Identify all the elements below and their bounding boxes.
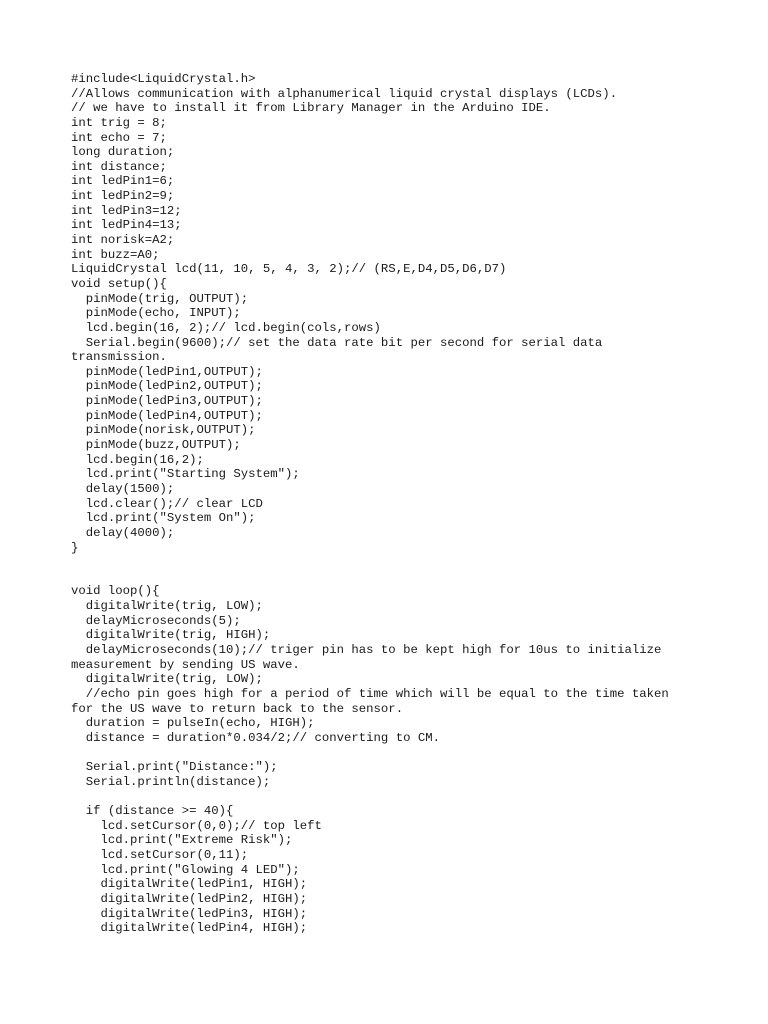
code-line: lcd.begin(16,2); <box>71 452 204 467</box>
code-line: LiquidCrystal lcd(11, 10, 5, 4, 3, 2);// (RS,E,D4,D5,D6,D7) <box>71 262 507 277</box>
code-line: lcd.print("System On"); <box>71 511 256 526</box>
code-line: for the US wave to return back to the sensor. <box>71 701 404 716</box>
code-line: int ledPin1=6; <box>71 174 175 189</box>
code-line: void setup(){ <box>71 276 167 291</box>
code-line: int ledPin2=9; <box>71 189 175 204</box>
code-line: pinMode(ledPin3,OUTPUT); <box>71 394 263 409</box>
code-line: //echo pin goes high for a period of time which will be equal to the time taken <box>71 686 669 701</box>
code-line <box>71 555 711 570</box>
code-line: transmission. <box>71 350 167 365</box>
code-line: Serial.print("Distance:"); <box>71 760 278 775</box>
code-line: pinMode(norisk,OUTPUT); <box>71 423 256 438</box>
code-line: pinMode(buzz,OUTPUT); <box>71 438 241 453</box>
code-line: Serial.println(distance); <box>71 774 271 789</box>
code-line: Serial.begin(9600);// set the data rate bit per second for serial data <box>71 335 603 350</box>
code-line: duration = pulseIn(echo, HIGH); <box>71 716 315 731</box>
code-line: lcd.print("Starting System"); <box>71 467 300 482</box>
code-line <box>71 570 711 585</box>
code-line: pinMode(echo, INPUT); <box>71 306 241 321</box>
code-line: #include<LiquidCrystal.h> <box>71 72 256 86</box>
code-line: measurement by sending US wave. <box>71 657 300 672</box>
code-line: distance = duration*0.034/2;// converting to CM. <box>71 730 440 745</box>
code-line: int buzz=A0; <box>71 247 160 262</box>
code-line: digitalWrite(ledPin2, HIGH); <box>71 891 308 906</box>
code-line: lcd.print("Extreme Risk"); <box>71 833 293 848</box>
code-line: int ledPin3=12; <box>71 203 182 218</box>
code-line: digitalWrite(trig, HIGH); <box>71 628 271 643</box>
code-line: int ledPin4=13; <box>71 218 182 233</box>
code-listing <box>71 72 711 936</box>
code-line: digitalWrite(trig, LOW); <box>71 599 263 614</box>
code-line: int distance; <box>71 159 167 174</box>
code-line: digitalWrite(ledPin1, HIGH); <box>71 877 308 892</box>
code-line: digitalWrite(ledPin3, HIGH); <box>71 906 308 921</box>
code-line: if (distance >= 40){ <box>71 804 234 819</box>
code-line: digitalWrite(ledPin4, HIGH); <box>71 921 308 936</box>
code-line: pinMode(trig, OUTPUT); <box>71 291 249 306</box>
code-line <box>71 789 711 804</box>
code-line: digitalWrite(trig, LOW); <box>71 672 263 687</box>
code-line: int norisk=A2; <box>71 233 175 248</box>
code-line: //Allows communication with alphanumerical liquid crystal displays (LCDs). <box>71 86 618 101</box>
code-line: lcd.print("Glowing 4 LED"); <box>71 862 300 877</box>
code-line: int echo = 7; <box>71 130 167 145</box>
code-line: } <box>71 540 79 555</box>
code-line: int trig = 8; <box>71 115 167 130</box>
code-line: lcd.clear();// clear LCD <box>71 496 263 511</box>
code-line: lcd.setCursor(0,11); <box>71 847 249 862</box>
code-line <box>71 745 711 760</box>
code-line: delayMicroseconds(5); <box>71 613 241 628</box>
code-line: pinMode(ledPin1,OUTPUT); <box>71 364 263 379</box>
code-line: // we have to install it from Library Manager in the Arduino IDE. <box>71 101 551 116</box>
code-line: lcd.setCursor(0,0);// top left <box>71 818 322 833</box>
code-line: pinMode(ledPin2,OUTPUT); <box>71 379 263 394</box>
code-line: lcd.begin(16, 2);// lcd.begin(cols,rows) <box>71 320 381 335</box>
code-line: long duration; <box>71 145 175 160</box>
code-line: pinMode(ledPin4,OUTPUT); <box>71 408 263 423</box>
code-line: delayMicroseconds(10);// triger pin has to be kept high for 10us to initialize <box>71 642 662 657</box>
code-line: void loop(){ <box>71 584 160 599</box>
code-line: delay(1500); <box>71 481 175 496</box>
code-line: delay(4000); <box>71 525 175 540</box>
